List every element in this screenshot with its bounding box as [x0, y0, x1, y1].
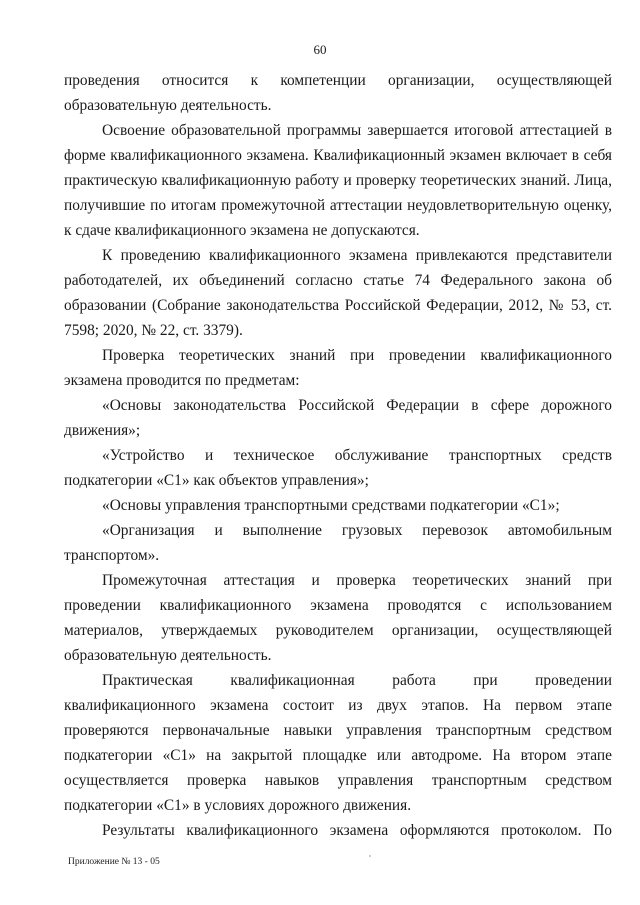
paragraph-last: Результаты квалификационного экзамена оформляются протоколом. По [102, 822, 612, 839]
paragraph: Проверка теоретических знаний при проведении квалификационного экзамена проводится по предметам: [64, 347, 612, 389]
paragraph: «Устройство и техническое обслуживание транспортных средств подкатегории «С1» как объектов управления»; [64, 447, 612, 489]
footer-note: Приложение № 13 - 05 [68, 857, 160, 867]
paragraph: проведения относится к компетенции организации, осуществляющей образовательную деятельность. [64, 72, 612, 114]
scan-speck [369, 855, 371, 857]
paragraph: «Организация и выполнение грузовых перевозок автомобильным транспортом». [64, 522, 612, 564]
page-number: 60 [313, 42, 327, 57]
paragraph: К проведению квалификационного экзамена привлекаются представители работодателей, их объединений согласно статье 74 Федерального закона об образовании (Собрание законодательства Российской Федерации, 2012, № 53, ст. 7598; 2020, № 22, ст. 3379). [64, 247, 612, 339]
paragraph: «Основы законодательства Российской Федерации в сфере дорожного движения»; [64, 397, 612, 439]
paragraph: Практическая квалификационная работа при проведении квалификационного экзамена состоит из двух этапов. На первом этапе проверяются первоначальные навыки управления транспортным средством подкатегории «С1» на закрытой площадке или автодроме. На втором этапе осуществляется проверка навыков управления транспортным средством подкатегории «С1» в условиях дорожного движения. [64, 672, 612, 814]
document-body [64, 68, 612, 843]
paragraph: Освоение образовательной программы завершается итоговой аттестацией в форме квалификационного экзамена. Квалификационный экзамен включает в себя практическую квалификационную работу и проверку теоретических знаний. Лица, получившие по итогам промежуточной аттестации неудовлетворительную оценку, к сдаче квалификационного экзамена не допускаются. [64, 122, 612, 239]
paragraph: Промежуточная аттестация и проверка теоретических знаний при проведении квалификационного экзамена проводятся с использованием материалов, утверждаемых руководителем организации, осуществляющей образовательную деятельность. [64, 572, 612, 664]
paragraph: «Основы управления транспортными средствами подкатегории «С1»; [102, 497, 560, 514]
